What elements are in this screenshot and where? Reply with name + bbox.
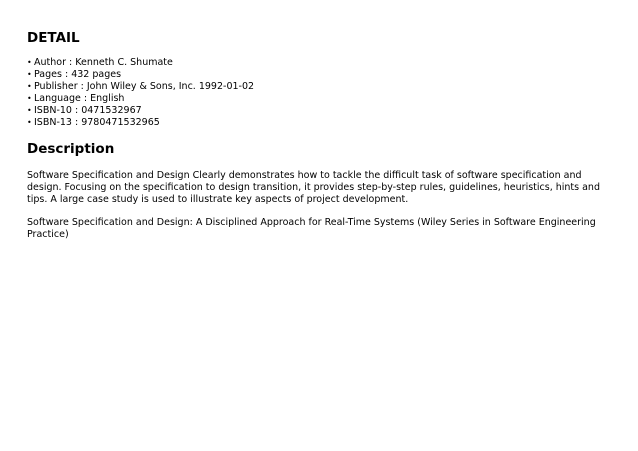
detail-item-text: Pages : 432 pages: [34, 69, 122, 80]
bullet-icon: •: [27, 82, 32, 91]
bullet-icon: •: [27, 106, 32, 115]
detail-item-author: [27, 57, 254, 69]
detail-item-publisher: [27, 81, 254, 93]
detail-item-pages: [27, 69, 254, 81]
detail-item-text: Language : English: [34, 93, 125, 104]
detail-item-isbn13: [27, 117, 254, 129]
detail-item-text: Publisher : John Wiley & Sons, Inc. 1992-01-02: [34, 81, 255, 92]
detail-list: [27, 57, 254, 129]
description-paragraph: Software Specification and Design: A Disciplined Approach for Real-Time Systems (Wiley Series in Software Engineering Practice): [27, 217, 596, 240]
detail-item-text: Author : Kenneth C. Shumate: [34, 57, 173, 68]
detail-item-text: ISBN-10 : 0471532967: [34, 105, 142, 116]
detail-item-text: ISBN-13 : 9780471532965: [34, 117, 160, 128]
bullet-icon: •: [27, 70, 32, 79]
detail-item-isbn10: [27, 105, 254, 117]
detail-heading: DETAIL: [27, 30, 80, 46]
bullet-icon: •: [27, 118, 32, 127]
bullet-icon: •: [27, 94, 32, 103]
bullet-icon: •: [27, 58, 32, 67]
detail-item-language: [27, 93, 254, 105]
description-paragraph: Software Specification and Design Clearly demonstrates how to tackle the difficult task of software specification and design. Focusing on the specification to design transition, it provides step-by-step rules, guidelines, heuristics, hints and tips. A large case study is used to illustrate key aspects of project development.: [27, 170, 600, 205]
description-heading: Description: [27, 141, 115, 157]
